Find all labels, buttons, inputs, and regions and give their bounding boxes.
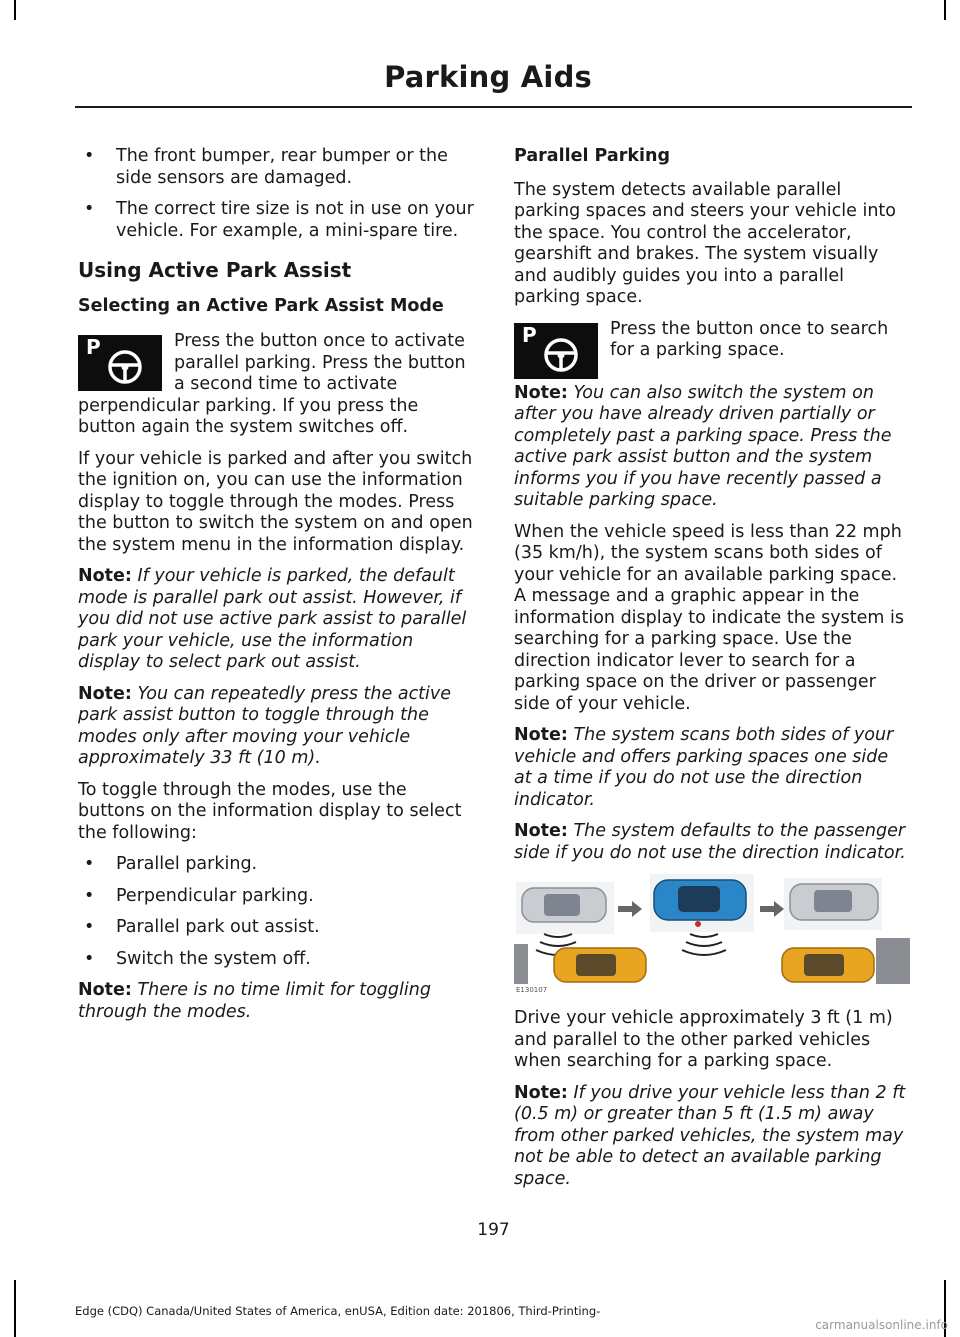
paragraph: Drive your vehicle approximately 3 ft (1 m) and parallel to the other parked vehicles when searching for a parking space.	[514, 1008, 893, 1071]
list-item-text: Perpendicular parking.	[116, 885, 314, 906]
list-item: • Perpendicular parking.	[84, 885, 314, 906]
note-label: Note:	[78, 683, 132, 704]
crop-mark-top-right	[944, 0, 946, 20]
arrow-right-icon	[774, 901, 784, 917]
note-text: If your vehicle is parked, the default mode is parallel park out assist. However, if you did not use active park assist to parallel park your vehicle, use the information display to select park out assist.	[78, 566, 467, 672]
list-item: • Parallel park out assist.	[84, 917, 320, 937]
subsection-heading: Parallel Parking	[514, 146, 670, 166]
list-item-text: The correct tire size is not in use on your vehicle. For example, a mini-spare tire.	[116, 199, 474, 241]
note	[514, 725, 911, 811]
note-label: Note:	[514, 382, 568, 403]
list-item-text: Parallel parking.	[116, 854, 258, 874]
park-assist-button-icon	[514, 323, 598, 379]
paragraph: Press the button once to activate parallel parking. Press the button a second time to activate perpendicular parking. If you press the button again the system switches off.	[78, 331, 466, 437]
crop-mark-bottom-left	[14, 1280, 16, 1337]
page-title: Parking Aids	[384, 60, 592, 94]
parking-search-illustration	[514, 874, 910, 994]
park-letter: P	[522, 322, 537, 347]
steering-wheel-icon	[102, 345, 148, 385]
paragraph: Press the button once to search for a parking space.	[610, 318, 889, 360]
note	[514, 821, 911, 864]
list-item: • The front bumper, rear bumper or the side sensors are damaged.	[84, 146, 448, 188]
list-item: • Switch the system off.	[84, 948, 311, 969]
note-label: Note:	[514, 725, 568, 745]
paragraph: The system detects available parallel parking spaces and steers your vehicle into the space. You control the accelerator, gearshift and brakes. The system visually and audibly guides you into a parallel parking space.	[514, 179, 897, 307]
paragraph: When the vehicle speed is less than 22 mph (35 km/h), the system scans both sides of your vehicle for an available parking space. A message and a graphic appear in the information display to indicate the system is searching for a parking space. Use the direction indicator lever to search for a parking space on the driver or passenger side of your vehicle.	[514, 521, 904, 714]
note-label: Note:	[78, 566, 132, 586]
note-text: The system scans both sides of your vehicle and offers parking spaces one side at a time if you do not use the direction indicator.	[514, 725, 894, 810]
note-text: You can repeatedly press the active park assist button to toggle through the modes only after moving your vehicle approximately 33 ft (10 m).	[78, 683, 452, 768]
header-divider	[75, 106, 912, 108]
note	[514, 383, 911, 512]
list-item-text: Parallel park out assist.	[116, 917, 320, 937]
park-letter: P	[86, 335, 101, 359]
figure-code: E130107	[516, 986, 548, 994]
note	[78, 980, 476, 1023]
note	[78, 684, 476, 770]
list-item-text: The front bumper, rear bumper or the side sensors are damaged.	[116, 146, 448, 188]
list-item: • Parallel parking.	[84, 854, 258, 874]
list-item-text: Switch the system off.	[116, 948, 311, 969]
park-assist-button-icon	[78, 335, 162, 391]
note	[514, 1083, 911, 1191]
left-column	[78, 146, 476, 1033]
list-item: • The correct tire size is not in use on your vehicle. For example, a mini-spare tire.	[84, 199, 474, 241]
illustration-graphic	[514, 874, 910, 994]
crop-mark-top-left	[14, 0, 16, 20]
paragraph: If your vehicle is parked and after you switch the ignition on, you can use the information display to toggle through the modes. Press the button to switch the system on and open the system menu in the information display.	[78, 448, 473, 555]
section-heading: Using Active Park Assist	[78, 258, 352, 282]
steering-wheel-icon	[538, 333, 584, 373]
subsection-heading: Selecting an Active Park Assist Mode	[78, 295, 444, 316]
note	[78, 566, 476, 674]
arrow-right-icon	[632, 901, 642, 917]
note-label: Note:	[78, 980, 132, 1000]
watermark: carmanualsonline.info	[815, 1318, 948, 1332]
footer-edition-info: Edge (CDQ) Canada/United States of America, enUSA, Edition date: 201806, Third-Printing-	[75, 1304, 601, 1318]
note-text: You can also switch the system on after you have already driven partially or completely past a parking space. Press the active park assist button and the system informs you if you have recently passed a suitable parking space.	[514, 382, 892, 510]
paragraph: To toggle through the modes, use the buttons on the information display to select the following:	[78, 779, 462, 843]
note-text: The system defaults to the passenger side if you do not use the direction indicator.	[514, 821, 906, 863]
note-label: Note:	[514, 821, 568, 841]
note-label: Note:	[514, 1082, 568, 1103]
note-text: If you drive your vehicle less than 2 ft (0.5 m) or greater than 5 ft (1.5 m) away from other parked vehicles, the system may not be able to detect an available parking space.	[514, 1082, 906, 1189]
page-number: 197	[477, 1220, 510, 1240]
note-text: There is no time limit for toggling through the modes.	[78, 980, 431, 1022]
right-column	[514, 146, 911, 1200]
